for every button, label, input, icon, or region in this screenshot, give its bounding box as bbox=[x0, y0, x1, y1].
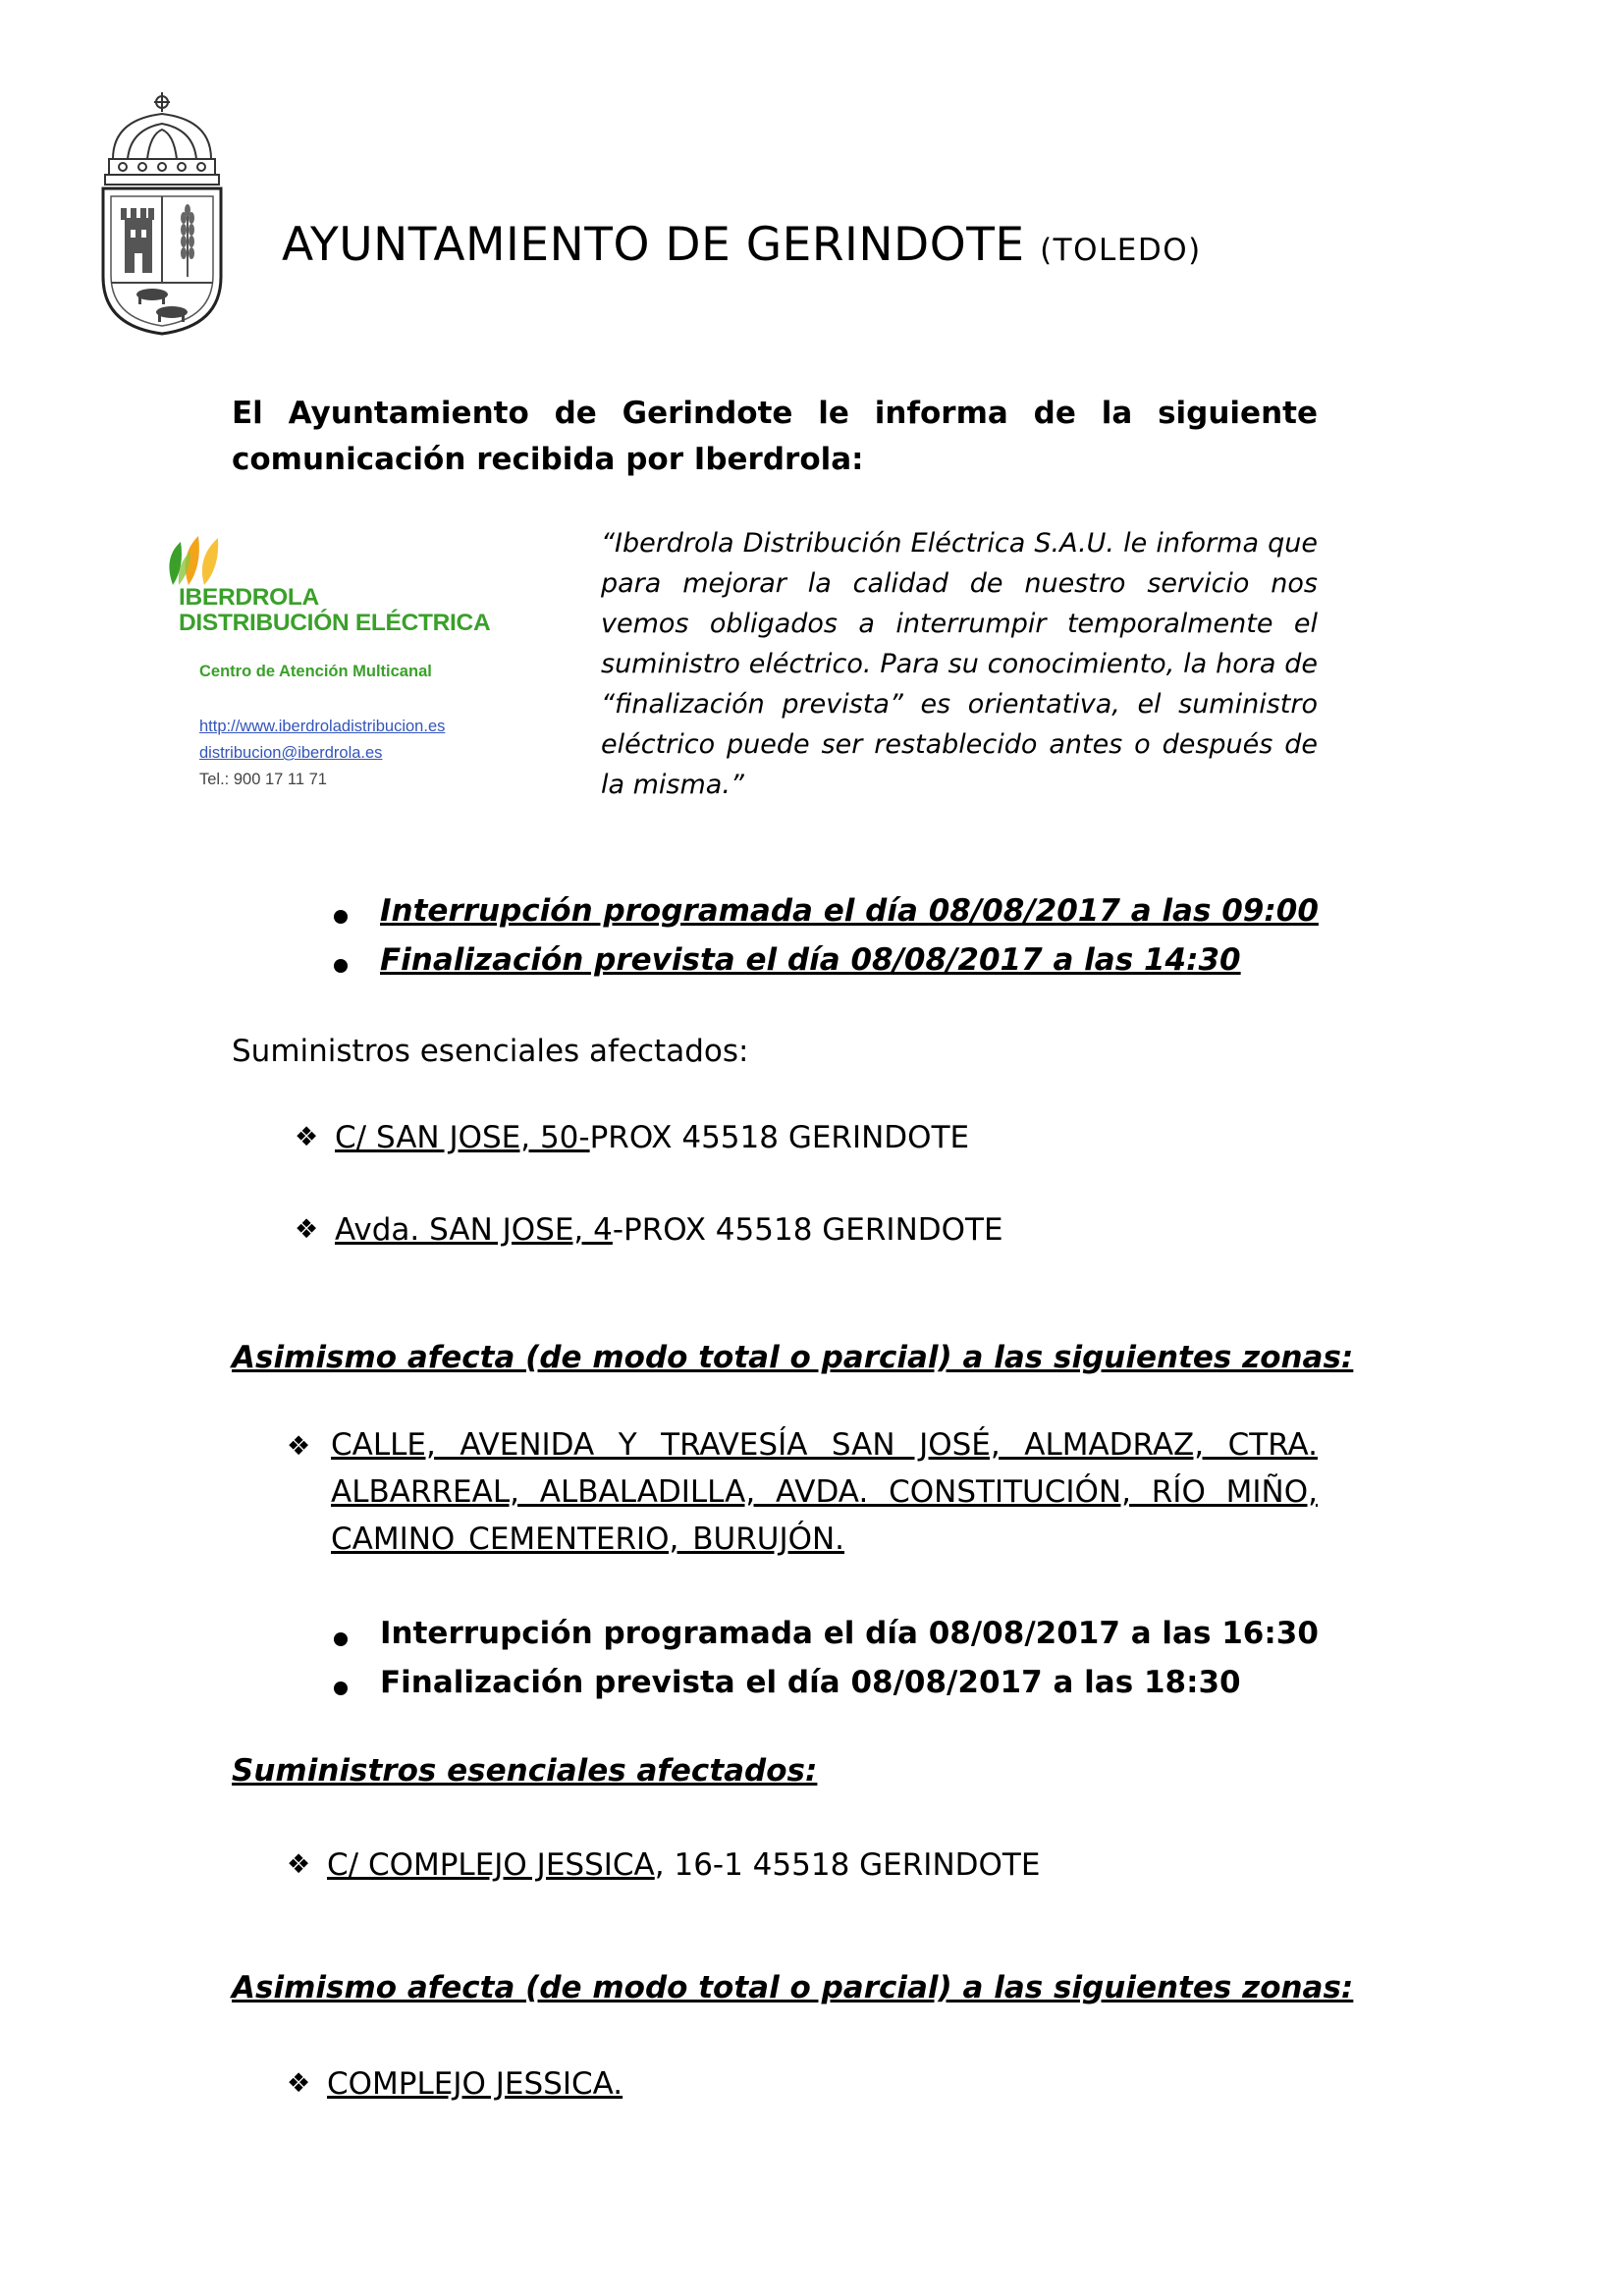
intro-paragraph: El Ayuntamiento de Gerindote le informa de la siguiente comunicación recibida por Iberdrola: bbox=[232, 396, 1318, 477]
iberdrola-logo-text bbox=[179, 585, 490, 636]
list-item bbox=[334, 1616, 1319, 1651]
supply-1-street: C/ SAN JOSE, 50- bbox=[335, 1120, 590, 1155]
zones-text-1: CALLE, AVENIDA Y TRAVESÍA SAN JOSÉ, ALMADRAZ, CTRA. ALBARREAL, ALBALADILLA, AVDA. CONSTITUCIÓN, RÍO MIÑO, CAMINO CEMENTERIO, BURUJÓN. bbox=[331, 1427, 1318, 1557]
title-text: AYUNTAMIENTO DE GERINDOTE bbox=[282, 218, 1025, 272]
diamond-bullet-icon: ❖ bbox=[295, 1122, 319, 1152]
diamond-bullet-icon: ❖ bbox=[287, 1849, 311, 1880]
logo-center-text: Centro de Atención Multicanal bbox=[199, 663, 432, 680]
list-item bbox=[287, 1847, 1040, 1883]
logo-url-link[interactable]: http://www.iberdroladistribucion.es bbox=[199, 718, 446, 735]
end-1-text: Finalización prevista el día 08/08/2017 a las 14:30 bbox=[380, 942, 1241, 978]
end-2-text: Finalización prevista el día 08/08/2017 a las 18:30 bbox=[380, 1665, 1241, 1700]
iberdrola-quote: “Iberdrola Distribución Eléctrica S.A.U. le informa que para mejorar la calidad de nuestro servicio nos vemos obligados a interrumpir temporalmente el suministro eléctrico. Para su conocimiento, la hora de “finalización prevista” es orientativa, el suministro eléctrico puede ser restablecido antes o después de la misma.” bbox=[601, 528, 1318, 800]
zone-text-2: COMPLEJO JESSICA. bbox=[327, 2066, 623, 2102]
zones-list-1 bbox=[287, 1421, 1318, 1563]
supplies-label-1: Suministros esenciales afectados: bbox=[232, 1034, 749, 1069]
list-item bbox=[287, 2066, 623, 2102]
list-item bbox=[295, 1120, 969, 1155]
bullet-icon bbox=[334, 1682, 348, 1695]
zones-heading-1: Asimismo afecta (de modo total o parcial) a las siguientes zonas: bbox=[232, 1340, 1354, 1375]
supply-1-rest: PROX 45518 GERINDOTE bbox=[589, 1120, 970, 1155]
logo-line2: DISTRIBUCIÓN ELÉCTRICA bbox=[179, 610, 491, 636]
list-item bbox=[334, 942, 1241, 978]
logo-email-link[interactable]: distribucion@iberdrola.es bbox=[199, 744, 383, 762]
interruption-1-text: Interrupción programada el día 08/08/2017 a las 09:00 bbox=[380, 893, 1319, 929]
diamond-bullet-icon: ❖ bbox=[287, 2068, 311, 2099]
logo-line1: IBERDROLA bbox=[179, 584, 319, 611]
diamond-bullet-icon: ❖ bbox=[295, 1214, 319, 1245]
list-item bbox=[334, 893, 1319, 929]
supply-3-rest: , 16-1 45518 GERINDOTE bbox=[654, 1847, 1041, 1883]
zones-heading-2: Asimismo afecta (de modo total o parcial) a las siguientes zonas: bbox=[232, 1970, 1354, 2005]
supply-3-street: C/ COMPLEJO JESSICA bbox=[327, 1847, 655, 1883]
supply-2-rest: -PROX 45518 GERINDOTE bbox=[612, 1212, 1003, 1248]
supply-2-street: Avda. SAN JOSE, 4 bbox=[335, 1212, 613, 1248]
iberdrola-leaves-icon bbox=[163, 528, 232, 587]
bullet-icon bbox=[334, 1632, 348, 1646]
supplies-heading-2: Suministros esenciales afectados: bbox=[232, 1753, 818, 1789]
bullet-icon bbox=[334, 910, 348, 924]
coat-of-arms-icon bbox=[93, 90, 231, 336]
list-item bbox=[295, 1212, 1003, 1248]
list-item bbox=[334, 1665, 1241, 1700]
province-text: (TOLEDO) bbox=[1040, 233, 1202, 268]
page-title bbox=[282, 218, 1202, 272]
logo-tel-text: Tel.: 900 17 11 71 bbox=[199, 771, 327, 788]
bullet-icon bbox=[334, 959, 348, 973]
diamond-bullet-icon: ❖ bbox=[287, 1431, 311, 1462]
interruption-2-text: Interrupción programada el día 08/08/2017 a las 16:30 bbox=[380, 1616, 1319, 1651]
